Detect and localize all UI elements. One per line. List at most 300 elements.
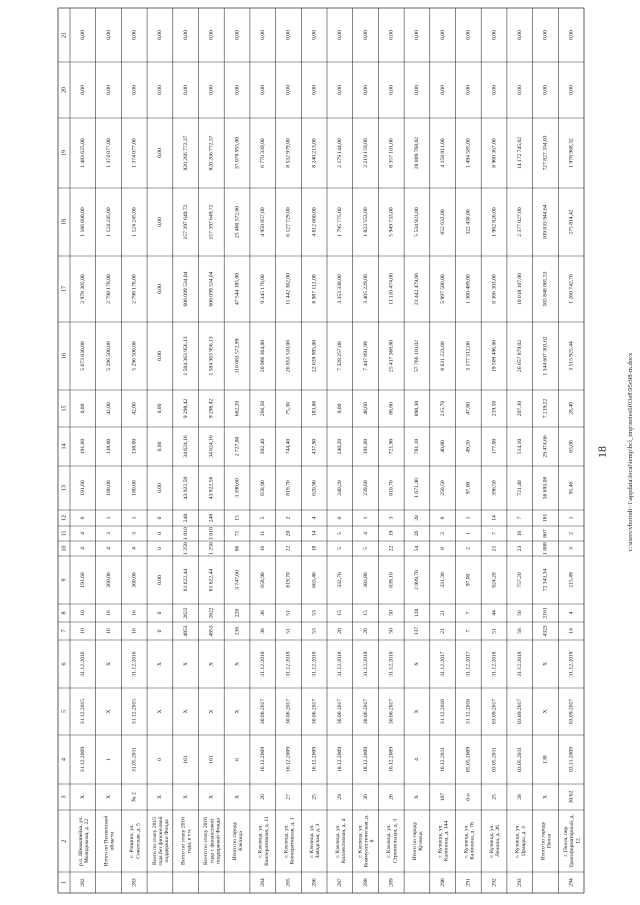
table-cell: 662,20: [234, 400, 241, 417]
table-cell: 18: [311, 545, 318, 552]
table-cell: 1: [568, 516, 575, 520]
table-cell: 3: [568, 547, 575, 550]
table-cell: 3: [105, 532, 112, 535]
table-cell: 36: [260, 628, 267, 634]
table-cell: 31.12.2018: [285, 651, 292, 677]
table-cell: 28,40: [568, 402, 575, 415]
table-cell: № 2: [131, 792, 138, 802]
table-cell: Х: [208, 661, 215, 667]
table-cell: 16: [105, 610, 112, 616]
table-cell: 03.05.2011: [491, 747, 498, 772]
column-number: 12: [61, 515, 68, 521]
table-cell: Х: [182, 709, 189, 714]
table-cell: 824,20: [491, 572, 498, 588]
table-cell: 26: [260, 794, 267, 800]
table-cell: 0,00: [80, 30, 87, 40]
table-cell: 2: [439, 532, 446, 535]
column-number: 4: [61, 758, 68, 761]
table-cell: г. Кзелица, ул.Кооперативная, д. 11: [257, 816, 270, 866]
column-number: 3: [61, 795, 68, 799]
table-cell: 819,70: [285, 480, 292, 496]
table-cell: 294: [568, 878, 575, 887]
page-number: 18: [595, 446, 609, 458]
table-cell: 03.11.2009: [568, 747, 575, 772]
table-cell: 109 833 944,64: [542, 204, 549, 240]
table-cell: 37 078 955,00: [234, 136, 241, 170]
table-cell: 0: [337, 516, 344, 520]
table-cell: 177,00: [491, 438, 498, 455]
table-cell: 43 922,58: [208, 476, 215, 500]
table-cell: 1 124 245,00: [105, 207, 112, 237]
table-cell: 0,00: [388, 30, 395, 40]
table-cell: 5 673 830,00: [80, 341, 87, 371]
table-cell: 0,00: [491, 30, 498, 40]
table-cell: 0,00: [157, 575, 164, 585]
table-cell: 0,00: [517, 85, 524, 95]
table-cell: 4: [311, 516, 318, 520]
table-cell: 31.12.2016: [439, 698, 446, 725]
table-cell: 110 083 572,99: [234, 338, 241, 374]
table-cell: 3 515 925,44: [568, 341, 575, 371]
table-cell: 1 344 607 303,62: [542, 336, 549, 376]
table-cell: 42,00: [131, 402, 138, 415]
table-cell: Х: [182, 794, 189, 800]
column-number: 16: [61, 353, 68, 359]
table-cell: 51: [285, 628, 292, 634]
table-cell: 1 795 775,00: [337, 207, 344, 237]
table-cell: 6: [234, 758, 241, 761]
table-cell: г. Кзелица, ул.Заводская, д. 3: [309, 823, 322, 859]
table-cell: 14: [491, 515, 498, 521]
table-cell: 88,80: [388, 402, 395, 415]
table-cell: 248: [208, 513, 215, 523]
table-cell: г. Кзелица, ул.Коммунистическая, д.8: [357, 814, 376, 868]
table-cell: 2 727,80: [234, 436, 241, 457]
table-cell: 7: [517, 516, 524, 520]
table-cell: 20: [285, 530, 292, 537]
table-cell: 22: [285, 545, 292, 552]
table-cell: г. Кузнецк, ул.Правды, д. 3: [514, 824, 527, 858]
table-cell: 0,00: [362, 85, 369, 95]
column-number: 11: [61, 530, 68, 537]
table-cell: 181: [542, 513, 549, 523]
table-cell: 2 377 027,00: [517, 207, 524, 237]
table-cell: 28: [414, 515, 421, 521]
table-cell: 2 179 144,00: [337, 138, 344, 168]
table-cell: 31.12.2018: [491, 651, 498, 677]
table-cell: 42,00: [105, 402, 112, 415]
table-cell: Всего по этапу 2016года, в т.ч.: [180, 816, 193, 866]
table-cell: 05.05.2009: [465, 746, 472, 773]
table-cell: 0,00: [234, 30, 241, 40]
table-cell: 4323: [542, 625, 549, 637]
table-cell: 383,80: [362, 572, 369, 588]
table-cell: 240,20: [337, 480, 344, 496]
table-cell: 1 483 625,00: [80, 138, 87, 168]
table-cell: 25 460 572,00: [234, 205, 241, 239]
table-cell: 2 978 305,00: [80, 274, 87, 304]
table-cell: 28 809 768,02: [414, 136, 421, 170]
table-cell: г. Кзелица, ул.Коллективная, д. 4: [334, 818, 347, 864]
table-cell: 19: [388, 530, 395, 537]
table-cell: 0,00: [157, 403, 164, 414]
column-number: 7: [61, 629, 68, 633]
table-cell: 31.12.2018: [337, 651, 344, 677]
table-cell: 392,40: [260, 438, 267, 455]
table-cell: 8 532 979,00: [285, 138, 292, 168]
table-cell: 1 258: [182, 542, 189, 555]
table-cell: 6: [439, 516, 446, 520]
table-cell: 275 814,42: [568, 209, 575, 235]
footer-file-path: c:\users\vborodi~1\appdata\local\temp\bcl_tmp\notes6f03e8\95c98-m.docx: [627, 352, 634, 552]
table-cell: 819,70: [285, 572, 292, 588]
table-cell: 4 950 857,00: [260, 207, 267, 237]
table-cell: 4: [568, 611, 575, 615]
table-cell: 3: [131, 532, 138, 535]
table-cell: 820 266 772,37: [182, 135, 189, 171]
table-cell: 1: [465, 532, 472, 535]
table-cell: Х: [414, 661, 421, 667]
table-cell: 81 622,44: [208, 568, 215, 592]
table-cell: 287: [337, 878, 344, 887]
table-cell: 16.12.2009: [311, 746, 318, 773]
table-cell: 58: [517, 628, 524, 634]
table-cell: 332,70: [337, 572, 344, 588]
table-cell: 2: [465, 547, 472, 550]
table-cell: 51: [285, 610, 292, 616]
table-cell: 292: [491, 878, 498, 887]
table-cell: 288: [362, 878, 369, 887]
table-cell: 236: [234, 626, 241, 636]
table-cell: 0,00: [439, 30, 446, 40]
table-cell: 7: [465, 629, 472, 633]
table-cell: 56: [517, 610, 524, 616]
table-cell: Х: [234, 709, 241, 714]
table-cell: 256,50: [439, 480, 446, 496]
table-cell: 2: [568, 532, 575, 535]
table-cell: Х: [542, 709, 549, 714]
table-cell: 138,00: [131, 438, 138, 455]
table-cell: 239,60: [362, 480, 369, 496]
table-cell: г. Кузнецк, ул.Калинина, д. 78: [463, 822, 476, 860]
table-cell: 0: [157, 516, 164, 520]
table-cell: 16: [517, 530, 524, 537]
table-cell: Всего по этапу 2015года без финансовойподдержки Фонда: [151, 816, 171, 866]
table-cell: 0: [157, 629, 164, 633]
table-cell: 1 374 077,00: [105, 138, 112, 168]
table-cell: 839,10: [388, 572, 395, 588]
table-cell: 63,06: [568, 440, 575, 453]
table-cell: 10 018 107,00: [517, 272, 524, 306]
table-cell: 0,00: [568, 30, 575, 40]
table-cell: 44: [491, 610, 498, 616]
table-cell: 20: [362, 628, 369, 634]
table-cell: 5 997 580,00: [439, 274, 446, 304]
table-cell: 4: [105, 547, 112, 550]
table-cell: 1 584 363 956,13: [182, 336, 189, 376]
table-cell: 0,00: [311, 85, 318, 95]
table-cell: 8 960 367,00: [491, 138, 498, 168]
table-cell: 9 298,42: [208, 398, 215, 419]
table-cell: 293: [517, 878, 524, 887]
table-cell: 0,00: [465, 85, 472, 95]
table-cell: 191,00: [362, 438, 369, 455]
table-cell: 3 390,60: [234, 478, 241, 498]
table-cells: [61, 30, 581, 887]
table-cell: 31.12.2017: [439, 651, 446, 677]
table-cell: 1 010: [208, 527, 215, 540]
table-cell: 852 632,00: [439, 209, 446, 235]
table-cell: 0,00: [491, 85, 498, 95]
table-cell: 30/02: [568, 790, 575, 804]
table-cell: г. Кзелица, ул.Строительная, д. 3: [386, 818, 399, 864]
table-cell: Итого по городуПенза: [540, 821, 553, 861]
column-number: 5: [61, 710, 68, 713]
table-cell: 183,00: [311, 400, 318, 417]
table-cell: 5 949 733,00: [388, 207, 395, 237]
table-cell: г. Кузнецк, ул.Ленина, д. 36: [488, 824, 502, 858]
table-cell: 0: [157, 611, 164, 615]
table-cell: Х: [105, 709, 112, 714]
table-cell: 4: [131, 547, 138, 550]
table-cell: 658,90: [260, 480, 267, 496]
table-cell: 97,00: [465, 481, 472, 495]
table-cell: 266,50: [260, 400, 267, 417]
table-cell: 30.06.2017: [388, 698, 395, 725]
table-cell: Х: [157, 794, 164, 800]
table-cell: 867: [542, 529, 549, 538]
table-cell: 215,49: [568, 572, 575, 588]
table-cell: 6 770 339,00: [260, 138, 267, 168]
table-cell: 284: [260, 878, 267, 887]
table-cell: 1 671,40: [414, 478, 421, 498]
table-cell: Всего по этапу 2016года с финансовойподдержкой Фонда: [203, 816, 222, 866]
table-cell: 757,20: [517, 572, 524, 588]
table-cell: 75,30: [285, 402, 292, 415]
table-cell: 0,00: [157, 30, 164, 40]
table-cell: 34 624,16: [208, 435, 215, 458]
table-cell: 14 172 745,02: [517, 136, 524, 170]
table-cell: 4: [362, 532, 369, 535]
table-cell: 1: [105, 758, 112, 761]
table-cell: 0,00: [131, 85, 138, 95]
table-cell: 322 438,00: [465, 209, 472, 235]
table-cell: 1 186 600,00: [80, 207, 87, 237]
table-cell: 658,90: [260, 572, 267, 588]
table-cell: г. Пенза, пер.Трансформаторный, д.12: [562, 814, 582, 868]
table-cell: 1 360 489,00: [465, 274, 472, 304]
table-cell: 1 124 245,00: [131, 207, 138, 237]
table-cell: 5: [260, 516, 267, 520]
table-cell: 36 693,08: [542, 476, 549, 500]
table-cell: Х: [80, 794, 87, 800]
table-cell: Х: [182, 661, 189, 667]
table-cell: 180,00: [131, 480, 138, 496]
table-cell: 191,60: [80, 480, 87, 496]
table-cell: 03.05.2011: [517, 747, 524, 772]
table-cell: 10: [80, 610, 87, 616]
table-cell: Х: [542, 661, 549, 667]
table-cell: 606 099 534,04: [182, 271, 189, 307]
table-cell: 0,00: [80, 403, 87, 414]
column-number: 6: [61, 662, 68, 666]
table-cell: 9 345 170,00: [260, 274, 267, 304]
table-cell: 31.12.2017: [465, 651, 472, 677]
table-cell: Х: [414, 794, 421, 800]
table-cell: Х: [234, 794, 241, 800]
table-cell: 286: [311, 878, 318, 887]
table-cell: 03.09.2017: [517, 698, 524, 725]
table-cell: 138: [542, 755, 549, 764]
table-cell: 30: [362, 794, 369, 800]
table-cell: 3 177 512,00: [465, 341, 472, 371]
table-cell: 437,90: [311, 438, 318, 455]
column-number: 21: [61, 32, 68, 38]
table-cell: 727 827 334,03: [542, 135, 549, 171]
table-cell: 0,00: [157, 441, 164, 452]
table-cell: 7: [491, 532, 498, 535]
table-cell: 5 534 923,00: [414, 207, 421, 237]
table-cell: 0,00: [131, 30, 138, 40]
table-cell: 31.05.2011: [131, 747, 138, 772]
table-cell: 0,00: [517, 30, 524, 40]
table-cell: 20 966 364,00: [260, 339, 267, 373]
table-cell: 282: [80, 878, 87, 887]
table-cell: 0,00: [439, 85, 446, 95]
table-cell: 3: [388, 516, 395, 520]
table-cell: 4: [80, 547, 87, 550]
table-cell: 26: [388, 794, 395, 800]
table-cell: 291: [465, 878, 472, 887]
table-cell: 11 442 362,00: [285, 273, 292, 305]
table-cell: 7: [465, 611, 472, 615]
table-cell: 8: [439, 547, 446, 550]
table-cell: 19 509 496,00: [491, 339, 498, 373]
table-cell: 18.12.2009: [362, 746, 369, 773]
table-cell: 57 766 110,02: [414, 340, 421, 372]
table-cell: 31.12.2018: [388, 651, 395, 677]
table-cell: 248: [182, 513, 189, 523]
table-cell: 15: [337, 610, 344, 616]
column-number: 18: [61, 219, 68, 225]
table-cell: 138,00: [105, 438, 112, 455]
table-cell: 2 009,70: [414, 570, 421, 590]
table-cell: 781,10: [414, 438, 421, 455]
table-cell: с. Рощино, ул.Советская, д. 5: [129, 823, 142, 859]
table-cell: 0,00: [105, 85, 112, 95]
table-cell: 21: [439, 628, 446, 634]
table-cell: 2 219 159,00: [362, 138, 369, 168]
table-cell: 3 747,60: [234, 570, 241, 590]
table-cell: 31.12.2015: [131, 698, 138, 725]
table-cell: 1 982 826,00: [491, 207, 498, 237]
table-cell: 40,80: [439, 440, 446, 453]
table-cell: Итого по городуКузнецк: [411, 821, 425, 861]
table-cell: 28: [517, 794, 524, 800]
table-cell: 4: [414, 758, 421, 761]
table-cell: 5: [337, 547, 344, 550]
table-cell: 157 397 649,72: [208, 204, 215, 240]
table-cell: 360,00: [131, 572, 138, 588]
table-cell: 0,00: [388, 85, 395, 95]
table-cell: 31.12.2016: [465, 698, 472, 725]
table-cell: 21: [491, 545, 498, 552]
table-cell: 36: [260, 610, 267, 616]
table-cell: 191,60: [80, 438, 87, 455]
table-cell: 81 622,44: [182, 568, 189, 592]
table-cell: 3 405 229,00: [362, 274, 369, 304]
table-cell: 97,00: [465, 573, 472, 587]
table-cell: 331,30: [439, 572, 446, 588]
table-cell: Х: [157, 661, 164, 667]
table-cell: 50: [388, 610, 395, 616]
table-cell: 11 110 474,00: [388, 273, 395, 305]
table-cell: 25: [491, 794, 498, 800]
table-cell: 161: [208, 755, 215, 764]
table-cell: 1 088: [542, 542, 549, 555]
table-cell: 5 296 500,00: [131, 341, 138, 371]
table-cell: б/н: [465, 793, 472, 801]
table-cell: 207,30: [517, 400, 524, 417]
table-cell: 5: [362, 547, 369, 550]
table-cell: 50: [388, 628, 395, 634]
table-cell: 606 099 534,04: [208, 271, 215, 307]
column-number: 20: [61, 87, 68, 93]
column-number: 1: [61, 881, 68, 884]
table-cell: 30.06.2017: [311, 698, 318, 725]
table-cell: 51: [491, 628, 498, 634]
table-cell: 2: [285, 516, 292, 520]
table-cell: 4 158 011,00: [439, 138, 446, 168]
table-cell: 289: [388, 878, 395, 887]
table-cell: 4853: [182, 625, 189, 637]
table-cell: 0: [157, 758, 164, 761]
table-cell: 0,00: [311, 30, 318, 40]
table-cell: 620,90: [311, 480, 318, 496]
table-cell: 25 417 368,00: [388, 339, 395, 373]
table-cell: 0: [157, 547, 164, 550]
table-cell: 161: [182, 755, 189, 764]
table-cell: 26 853 510,00: [285, 339, 292, 373]
table-cell: 30.06.2017: [285, 698, 292, 725]
table-cell: 72 343,34: [542, 568, 549, 592]
table-cell: 1 258: [208, 542, 215, 555]
table-cell: 16.12.2011: [439, 747, 446, 772]
table-cell: 1: [131, 516, 138, 520]
table-cell: 191,60: [80, 572, 87, 588]
table-cell: 128: [414, 608, 421, 618]
table-cell: 137: [414, 626, 421, 636]
table-cell: 220: [234, 608, 241, 618]
table-cell: 360,00: [105, 572, 112, 588]
table-cell: 283: [131, 878, 138, 887]
table-cell: 0,00: [157, 148, 164, 158]
table-cell: 1 823 553,00: [362, 207, 369, 237]
table-cell: 0,00: [337, 30, 344, 40]
table-cell: 31.12.2016: [80, 651, 87, 677]
table-cell: 107: [439, 792, 446, 802]
table-cell: 0,00: [362, 30, 369, 40]
table-cell: 31.12.2015: [80, 698, 87, 725]
table-cell: 23: [517, 545, 524, 552]
table-cell: 91,46: [568, 481, 575, 495]
table-cell: 744,40: [285, 438, 292, 455]
table-cell: 7 219,22: [542, 398, 549, 419]
table-cell: 31.12.2018: [311, 651, 318, 677]
table-cell: 2622: [208, 607, 215, 619]
column-number: 9: [61, 578, 68, 582]
table-cell: 0,00: [80, 85, 87, 95]
